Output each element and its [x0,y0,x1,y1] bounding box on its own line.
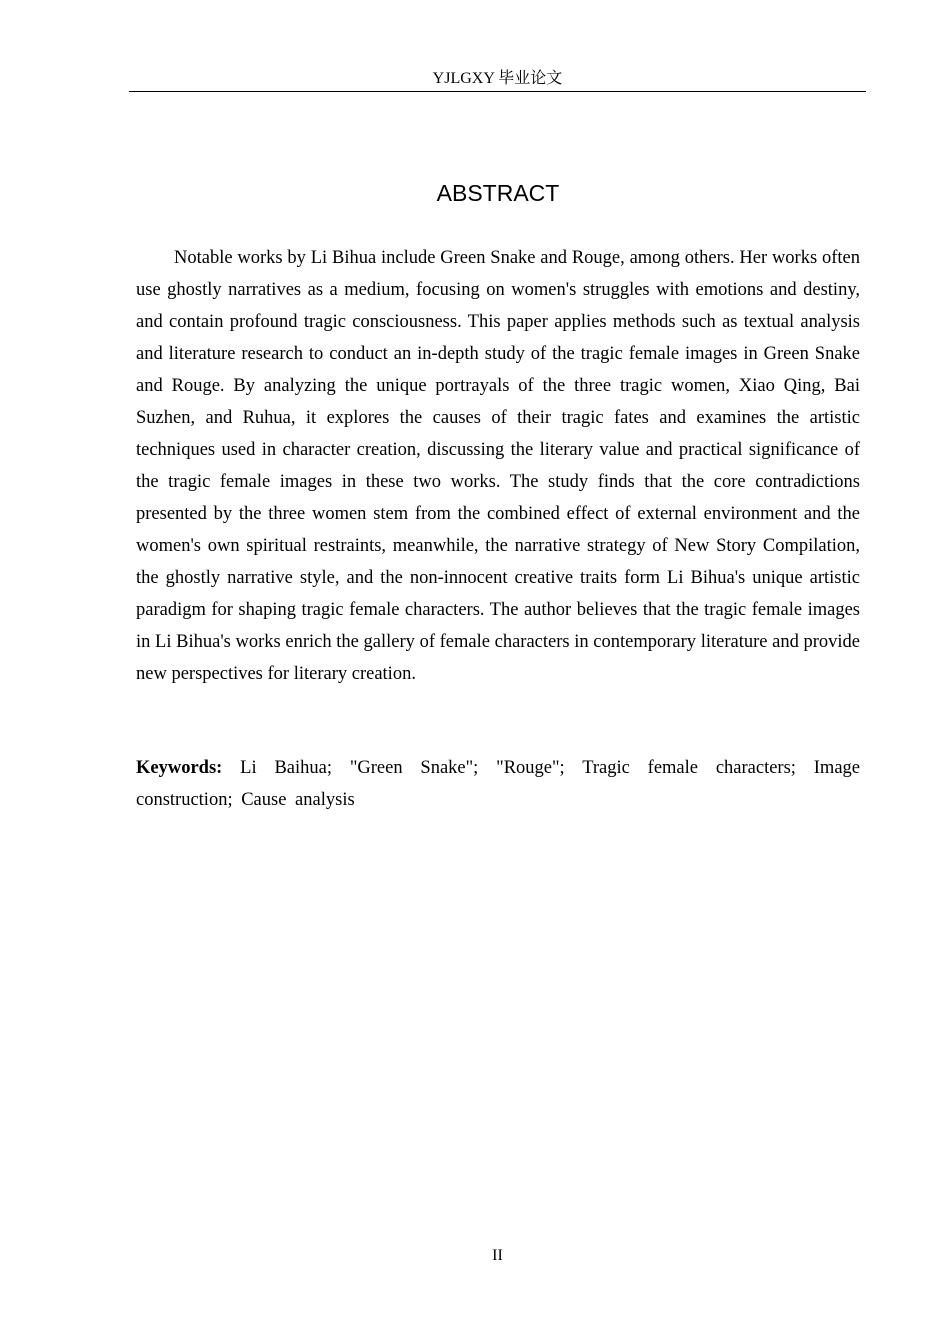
abstract-body: Notable works by Li Bihua include Green Snake and Rouge, among others. Her works often use ghostly narratives as a medium, focusing on women's struggles with emotions and destiny, and contain profound tragic consciousness. This paper applies methods such as textual analysis and literature research to conduct an in-depth study of the tragic female images in Green Snake and Rouge. By analyzing the unique portrayals of the three tragic women, Xiao Qing, Bai Suzhen, and Ruhua, it explores the causes of their tragic fates and examines the artistic techniques used in character creation, discussing the literary value and practical significance of the tragic female images in these two works. The study finds that the core contradictions presented by the three women stem from the combined effect of external environment and the women's own spiritual restraints, meanwhile, the narrative strategy of New Story Compilation, the ghostly narrative style, and the non-innocent creative traits form Li Bihua's unique artistic paradigm for shaping tragic female characters. The author believes that the tragic female images in Li Bihua's works enrich the gallery of female characters in contemporary literature and provide new perspectives for literary creation. [136,248,860,684]
keywords-text: Li Baihua; "Green Snake"; "Rouge"; Tragic female characters; Image construction; Cause analysis [136,758,860,810]
page-number: II [492,1247,503,1264]
keywords-paragraph [136,752,860,816]
page-header: YJLGXY 毕业论文 [432,70,563,87]
keywords-label: Keywords: [136,758,223,778]
header-rule [129,91,866,92]
abstract-title: ABSTRACT [436,180,560,206]
